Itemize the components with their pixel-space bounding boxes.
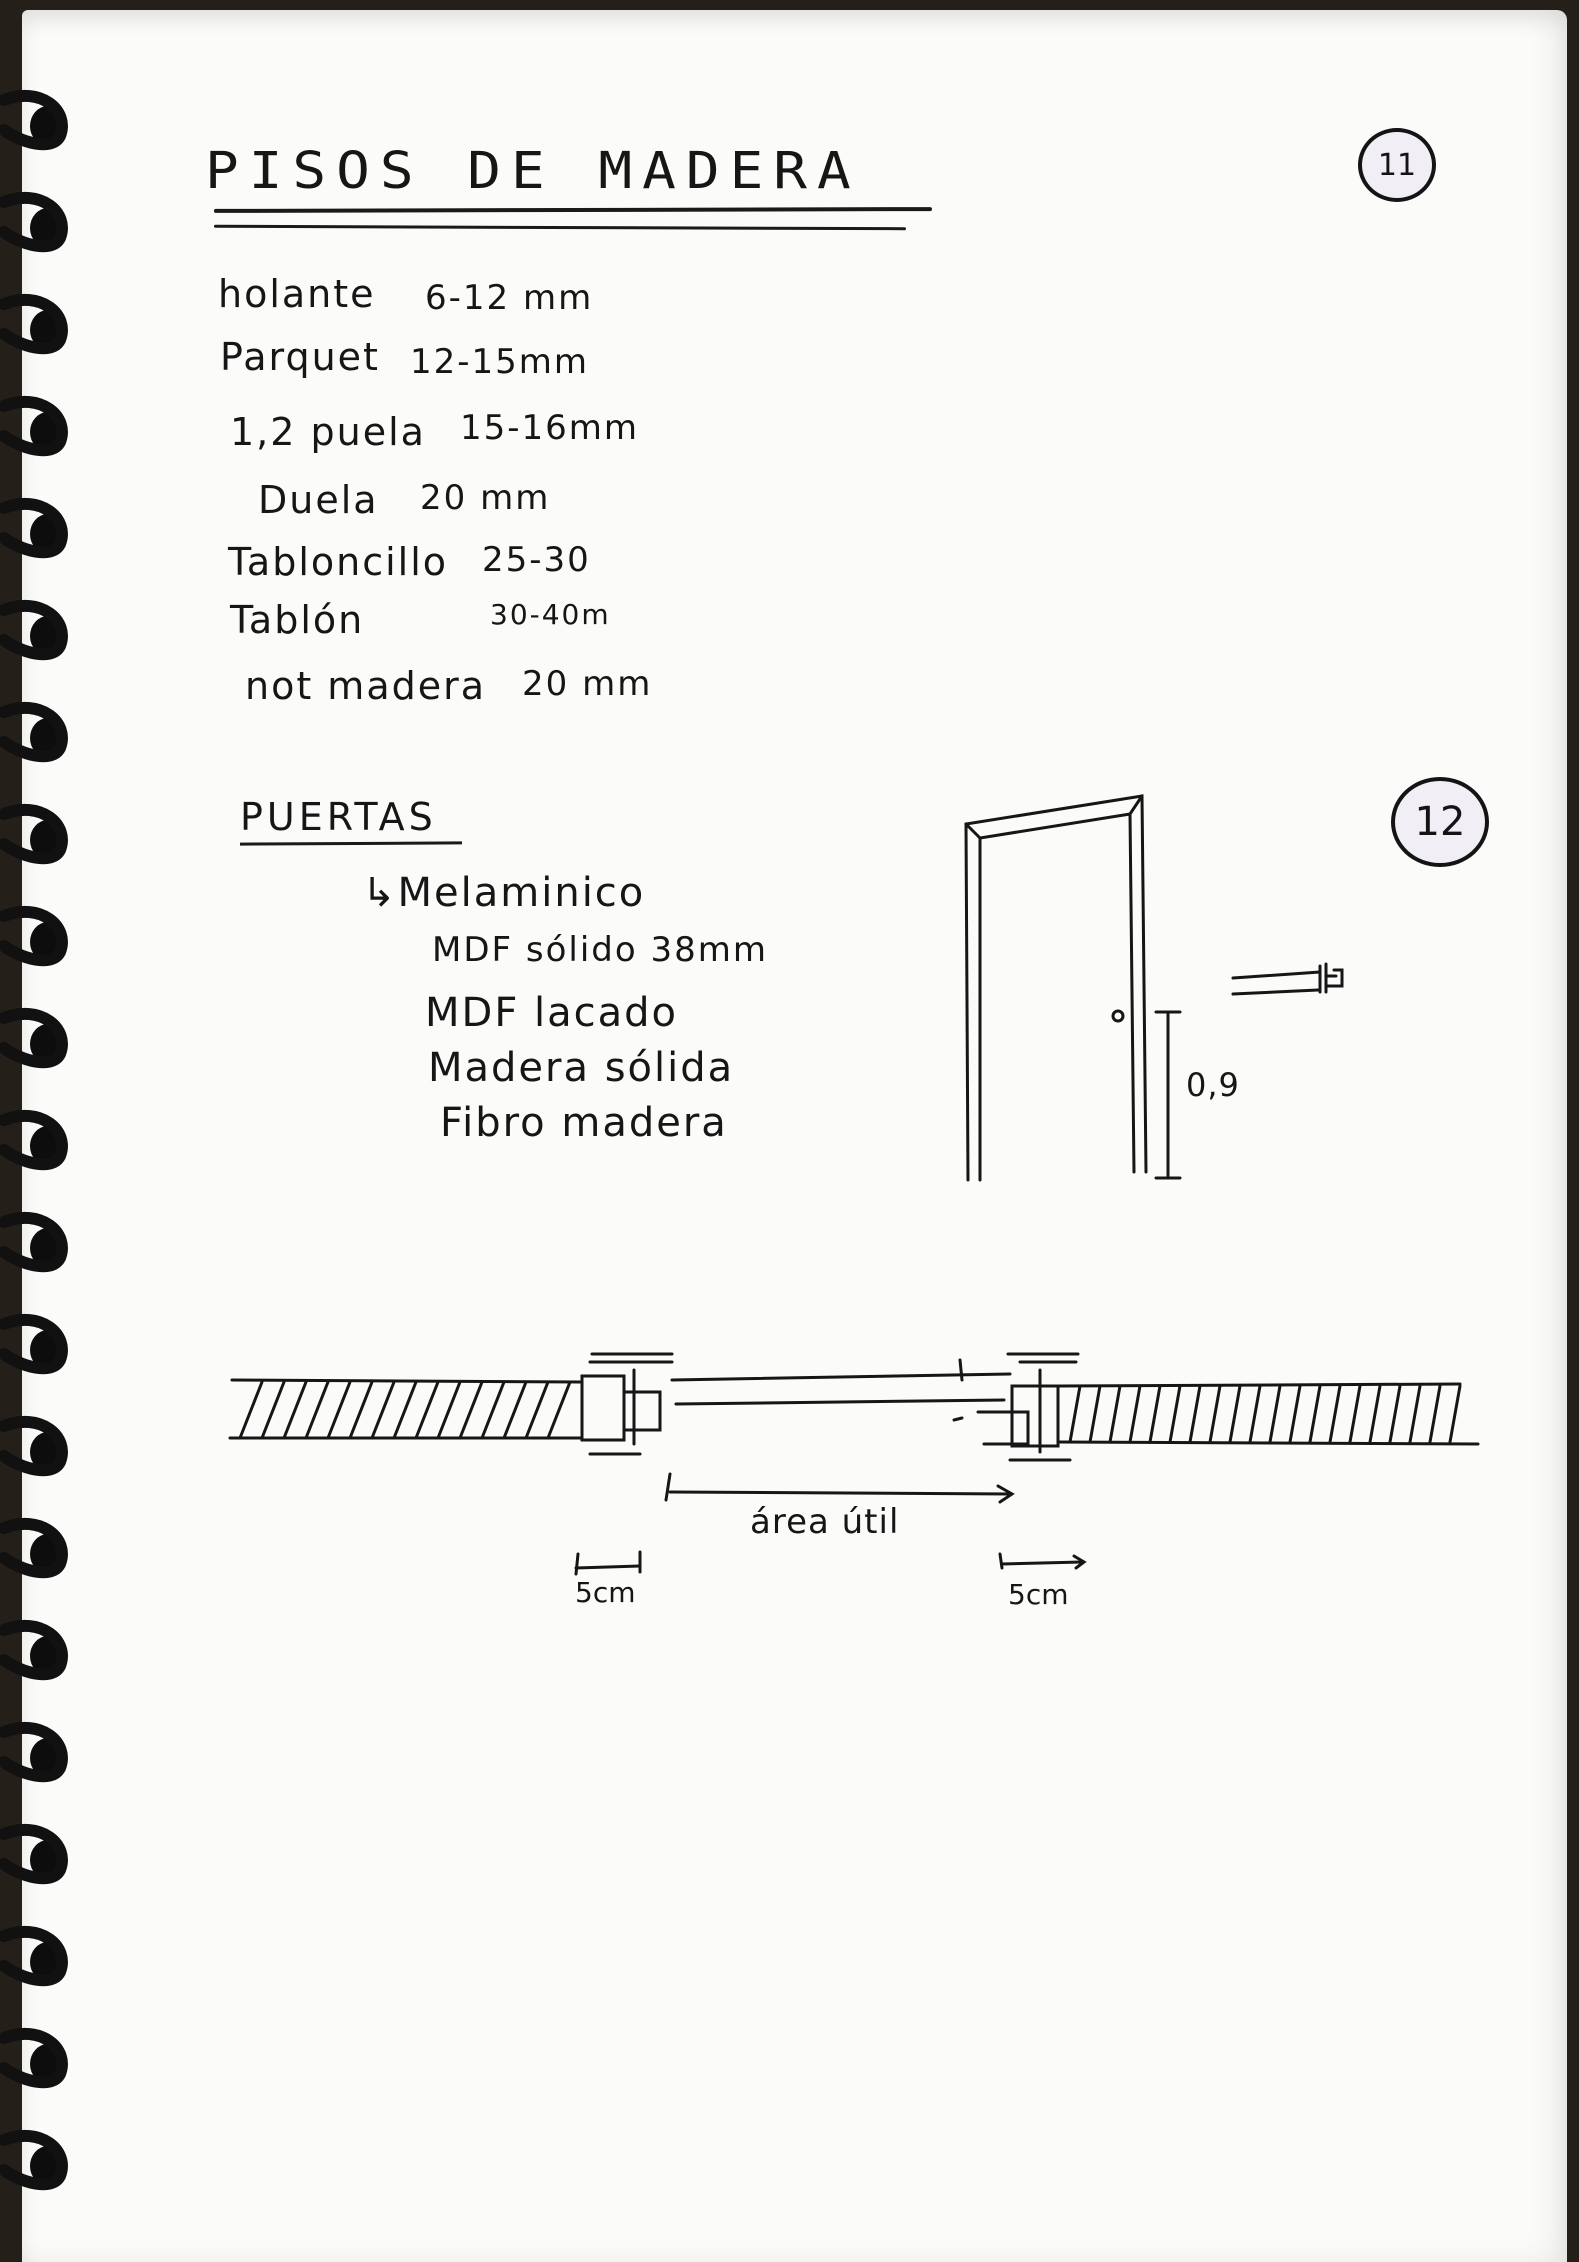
spiral-ring (4, 1524, 66, 1574)
flooring-name: Duela (258, 478, 379, 522)
spiral-ring (4, 1932, 66, 1982)
spiral-ring (4, 606, 66, 656)
spiral-ring (4, 402, 66, 452)
spiral-ring (4, 708, 66, 758)
spiral-ring (4, 2136, 66, 2186)
flooring-thickness: 15-16mm (460, 408, 640, 448)
spiral-ring (4, 300, 66, 350)
spiral-ring (4, 1626, 66, 1676)
spiral-ring (4, 912, 66, 962)
spiral-ring (4, 1830, 66, 1880)
spiral-ring (4, 2034, 66, 2084)
flooring-name: not madera (245, 664, 487, 708)
left-frame-dimension: 5cm (575, 1576, 636, 1609)
door-elevation-sketch (950, 780, 1380, 1200)
page-number-badge (1358, 128, 1436, 202)
spiral-binding (0, 0, 90, 2262)
door-type: Fibro madera (440, 1100, 728, 1146)
flooring-name: Tablón (230, 598, 365, 642)
flooring-thickness: 20 mm (420, 478, 551, 518)
flooring-thickness: 6-12 mm (425, 278, 594, 318)
page-number-badge-second (1391, 777, 1489, 867)
spiral-ring (4, 1320, 66, 1370)
spiral-ring (4, 504, 66, 554)
flooring-thickness: 25-30 (482, 540, 591, 580)
spiral-ring (4, 810, 66, 860)
useful-area-label: área útil (750, 1502, 900, 1542)
door-type: MDF lacado (425, 990, 679, 1036)
spiral-ring (4, 1014, 66, 1064)
section-heading: PUERTAS (240, 795, 437, 839)
handle-height-label: 0,9 (1186, 1066, 1240, 1104)
flooring-name: holante (218, 272, 376, 316)
spiral-ring (4, 96, 66, 146)
door-type: ↳Melaminico (362, 870, 646, 916)
door-type: MDF sólido 38mm (432, 930, 768, 970)
spiral-ring (4, 1422, 66, 1472)
page-title: PISOS DE MADERA (205, 142, 861, 201)
flooring-thickness: 30-40m (490, 598, 611, 631)
flooring-name: 1,2 puela (230, 410, 426, 454)
door-type: Madera sólida (428, 1045, 735, 1091)
right-frame-dimension: 5cm (1008, 1578, 1069, 1611)
flooring-thickness: 20 mm (522, 664, 653, 704)
spiral-ring (4, 198, 66, 248)
spiral-ring (4, 1218, 66, 1268)
spiral-ring (4, 1728, 66, 1778)
door-plan-sketch (220, 1340, 1490, 1600)
spiral-ring (4, 1116, 66, 1166)
flooring-name: Parquet (220, 335, 380, 379)
flooring-thickness: 12-15mm (410, 342, 590, 382)
flooring-name: Tabloncillo (228, 540, 449, 584)
page-number-label: 11 (1377, 147, 1417, 183)
page-number-label-second: 12 (1414, 799, 1466, 845)
